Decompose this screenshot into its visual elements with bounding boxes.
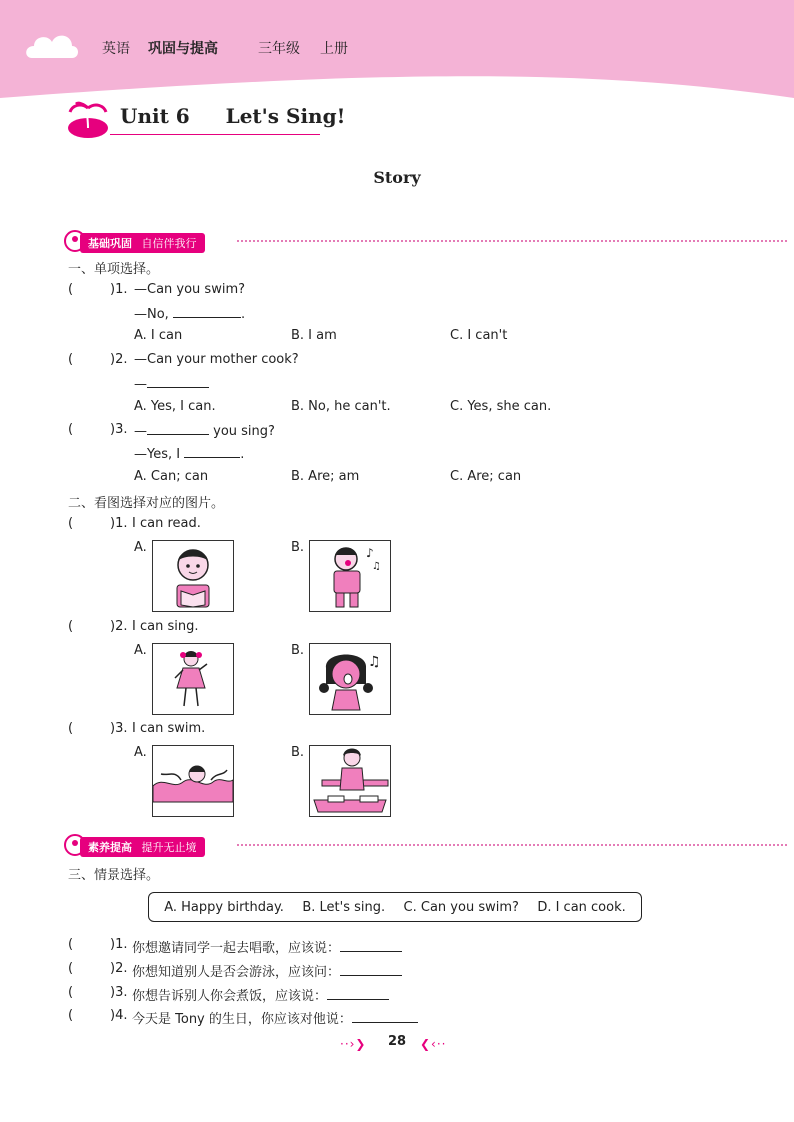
header-term: 上册 (320, 41, 348, 57)
question-number: )3. (110, 422, 128, 437)
response-suffix: . (240, 447, 245, 462)
unit-name: Let's Sing! (225, 104, 346, 128)
picture-option-a-label: A. (134, 540, 147, 555)
question-text (134, 422, 275, 439)
picture-option-a-label: A. (134, 643, 147, 658)
section-pill (80, 837, 205, 857)
phrase-option-d: D. I can cook. (537, 899, 626, 915)
question-text: —Can your mother cook? (134, 352, 299, 367)
option-a: A. I can (134, 328, 183, 343)
picture-boy-reading[interactable] (152, 540, 234, 612)
answer-blank[interactable] (327, 987, 389, 1000)
dotted-rule (237, 240, 787, 242)
phrase-option-c: C. Can you swim? (403, 899, 519, 915)
response-line (134, 375, 209, 392)
question-prefix: — (134, 424, 147, 439)
header-series: 巩固与提高 (148, 41, 218, 57)
right-arrow-icon: ❮‹·· (420, 1037, 447, 1051)
unit-title (120, 104, 345, 128)
svg-text:♫: ♫ (372, 561, 381, 572)
response-line (134, 445, 244, 462)
question-number: )1. (110, 516, 128, 531)
response-prefix: — (134, 377, 147, 392)
picture-woman-cooking[interactable] (309, 745, 391, 817)
answer-paren: ( (68, 1008, 74, 1023)
unit-underline (110, 134, 320, 135)
scenario-line (132, 937, 402, 956)
question-text: I can read. (132, 516, 201, 531)
section-main-label: 素养提高 (88, 841, 132, 854)
phrase-option-b: B. Let's sing. (302, 899, 386, 915)
answer-blank[interactable] (173, 305, 241, 318)
answer-paren: ( (68, 961, 74, 976)
svg-text:♪: ♪ (366, 546, 374, 560)
picture-option-b-label: B. (291, 643, 305, 658)
question-number: )2. (110, 352, 128, 367)
question-number: )2. (110, 619, 128, 634)
picture-boy-singing[interactable] (309, 540, 391, 612)
answer-blank[interactable] (147, 422, 209, 435)
question-text: —Can you swim? (134, 282, 246, 297)
option-b: B. Are; am (291, 469, 360, 484)
question-text: I can swim. (132, 721, 206, 736)
option-a: A. Yes, I can. (134, 399, 216, 414)
header-grade: 三年级 (258, 41, 300, 57)
response-line (134, 305, 245, 322)
question-number: )3. (110, 721, 128, 736)
question-number: )1. (110, 937, 128, 952)
left-arrow-icon: ··›❯ (340, 1037, 367, 1051)
scenario-line (132, 985, 389, 1004)
section-pill (80, 233, 205, 253)
unit-label: Unit 6 (120, 104, 190, 128)
answer-paren: ( (68, 721, 74, 736)
dotted-rule (237, 844, 787, 846)
answer-blank[interactable] (340, 963, 402, 976)
section-sub-label: 提升无止境 (141, 841, 197, 854)
svg-text:♫: ♫ (368, 654, 381, 670)
answer-paren: ( (68, 619, 74, 634)
part2-heading: 二、看图选择对应的图片。 (68, 496, 225, 511)
part1-heading: 一、单项选择。 (68, 262, 160, 277)
page-number: 28 (387, 1034, 407, 1049)
header-subject: 英语 (102, 41, 130, 57)
option-b: B. No, he can't. (291, 399, 391, 414)
option-c: C. I can't (450, 328, 508, 343)
scenario-line (132, 961, 402, 980)
answer-paren: ( (68, 282, 74, 297)
palm-tree-icon (66, 100, 110, 140)
part3-heading: 三、情景选择。 (68, 868, 160, 883)
answer-paren: ( (68, 352, 74, 367)
picture-option-b-label: B. (291, 745, 305, 760)
question-number: )1. (110, 282, 128, 297)
phrase-options-box (148, 892, 642, 922)
answer-blank[interactable] (352, 1010, 418, 1023)
question-suffix: you sing? (213, 424, 275, 439)
answer-blank[interactable] (184, 445, 240, 458)
answer-paren: ( (68, 985, 74, 1000)
scenario-text: 你想知道别人是否会游泳，应该问： (132, 965, 341, 980)
question-number: )4. (110, 1008, 128, 1023)
scenario-text: 你想邀请同学一起去唱歌，应该说： (132, 941, 341, 956)
option-a: A. Can; can (134, 469, 209, 484)
phrase-option-a: A. Happy birthday. (164, 899, 284, 915)
question-number: )3. (110, 985, 128, 1000)
scenario-line (132, 1008, 418, 1027)
answer-blank[interactable] (147, 375, 209, 388)
response-prefix: —Yes, I (134, 447, 181, 462)
scenario-text: 你想告诉别人你会煮饭，应该说： (132, 989, 328, 1004)
picture-child-swimming[interactable] (152, 745, 234, 817)
answer-paren: ( (68, 516, 74, 531)
question-text: I can sing. (132, 619, 199, 634)
response-prefix: —No, (134, 307, 169, 322)
response-suffix: . (240, 307, 246, 322)
scenario-text: 今天是 Tony 的生日，你应该对他说： (132, 1012, 352, 1027)
option-c: C. Yes, she can. (450, 399, 552, 414)
option-c: C. Are; can (450, 469, 522, 484)
story-heading: Story (373, 168, 421, 187)
section-main-label: 基础巩固 (88, 237, 132, 250)
option-b: B. I am (291, 328, 337, 343)
section-sub-label: 自信伴我行 (141, 237, 197, 250)
answer-paren: ( (68, 937, 74, 952)
picture-girl-dancing[interactable] (152, 643, 234, 715)
cloud-icon (22, 28, 82, 68)
answer-paren: ( (68, 422, 74, 437)
answer-blank[interactable] (340, 939, 402, 952)
picture-option-a-label: A. (134, 745, 147, 760)
question-number: )2. (110, 961, 128, 976)
picture-girl-singing[interactable] (309, 643, 391, 715)
picture-option-b-label: B. (291, 540, 305, 555)
